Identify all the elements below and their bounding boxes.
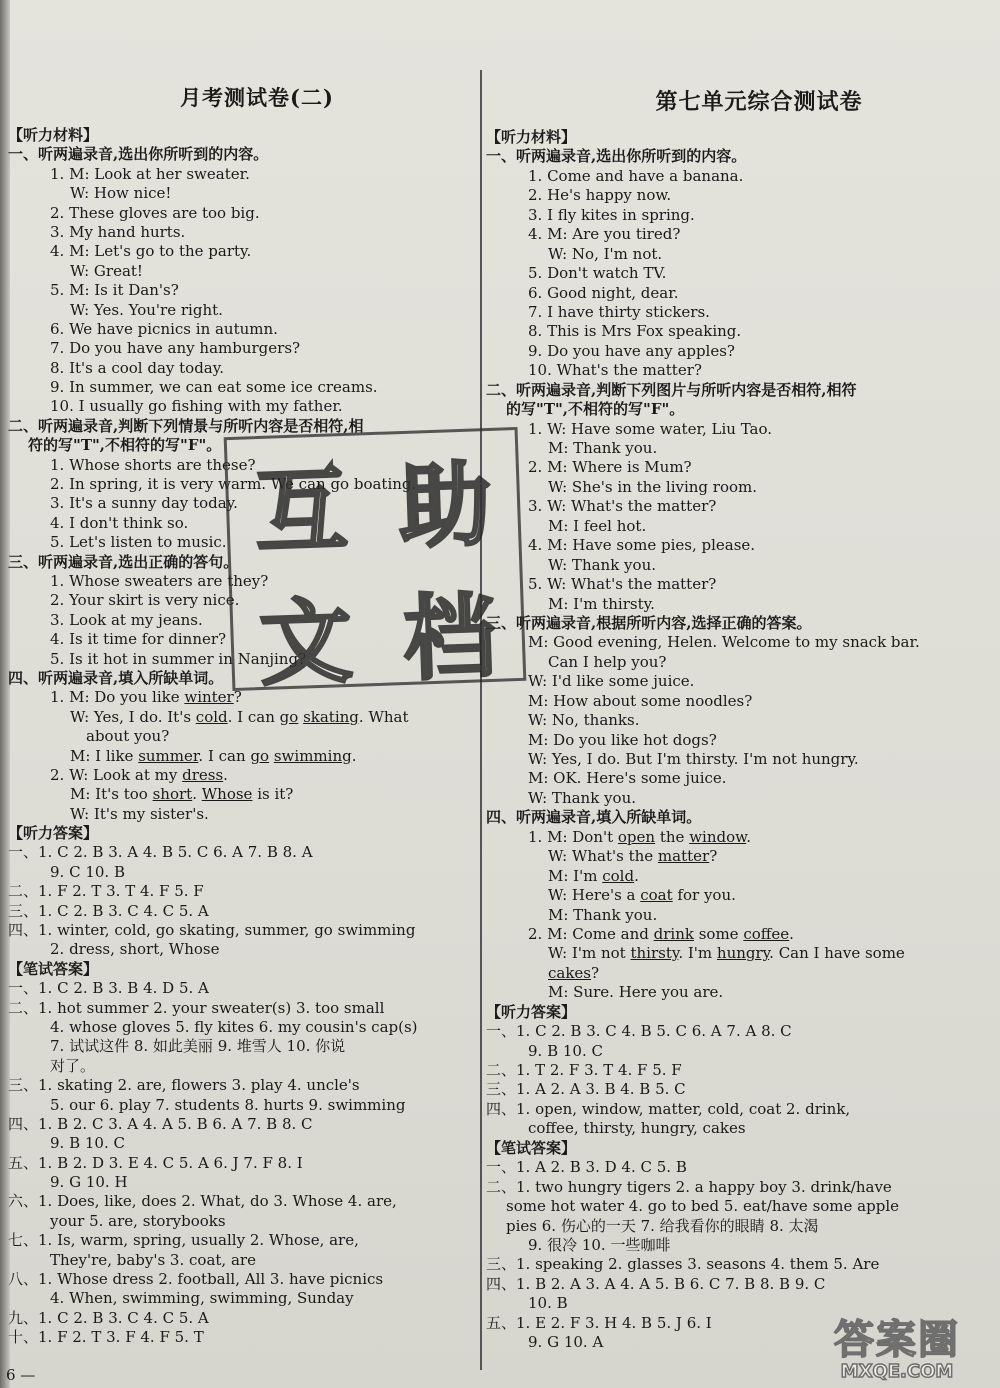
stamp-char: 助 <box>397 450 494 562</box>
right-text-line: 【笔试答案】 <box>486 1138 577 1157</box>
left-text-line: W: Yes, I do. It's cold. I can go skating. What <box>70 707 409 726</box>
left-text-line: 十、1. F 2. T 3. F 4. F 5. T <box>8 1328 204 1347</box>
left-text-line: 1. M: Do you like winter? <box>50 688 242 707</box>
left-text-line: 7. 试试这件 8. 如此美丽 9. 堆雪人 10. 你说 <box>50 1037 346 1056</box>
right-text-line: 4. M: Have some pies, please. <box>528 536 756 555</box>
right-text-line: 6. Good night, dear. <box>528 283 679 302</box>
right-text-line: W: Thank you. <box>528 788 636 807</box>
right-text-line: 一、1. A 2. B 3. D 4. C 5. B <box>486 1158 687 1177</box>
left-text-line: 九、1. C 2. B 3. C 4. C 5. A <box>8 1308 209 1327</box>
left-text-line: 4. Is it time for dinner? <box>50 630 227 649</box>
right-title: 第七单元综合测试卷 <box>655 89 863 115</box>
right-text-line: 5. W: What's the matter? <box>528 575 717 594</box>
right-text-line: 4. M: Are you tired? <box>528 225 681 244</box>
left-text-line: 3. It's a sunny day today. <box>50 494 238 513</box>
left-text-line: 四、听两遍录音,填入所缺单词。 <box>8 668 224 687</box>
left-text-line: 9. In summer, we can eat some ice creams. <box>50 378 378 397</box>
right-text-line: 三、1. speaking 2. glasses 3. seasons 4. them 5. Are <box>486 1255 880 1274</box>
right-text-line: 5. Don't watch TV. <box>528 264 667 283</box>
right-text-line: M: How about some noodles? <box>528 691 753 710</box>
right-text-line: 9. 很冷 10. 一些咖啡 <box>528 1235 671 1254</box>
left-text-line: 1. Whose shorts are these? <box>50 455 256 474</box>
left-text-line: 4. I don't think so. <box>50 513 189 532</box>
left-text-line: 2. dress, short, Whose <box>50 940 220 959</box>
left-text-line: 2. W: Look at my dress. <box>50 765 228 784</box>
left-text-line: 4. M: Let's go to the party. <box>50 242 252 261</box>
right-text-line: M: I feel hot. <box>548 516 647 535</box>
left-text-line: 对了。 <box>50 1056 96 1075</box>
right-text-line: 3. W: What's the matter? <box>528 497 717 516</box>
right-text-line: W: Thank you. <box>548 555 656 574</box>
right-text-line: W: No, thanks. <box>528 711 640 730</box>
page-marker: 6 — <box>6 1366 36 1384</box>
left-text-line: 三、1. skating 2. are, flowers 3. play 4. uncle's <box>8 1076 360 1095</box>
left-text-line: M: I like summer. I can go swimming. <box>70 746 357 765</box>
left-text-line: 6. We have picnics in autumn. <box>50 319 278 338</box>
right-text-line: W: I'd like some juice. <box>528 672 695 691</box>
right-text-line: 四、1. open, window, matter, cold, coat 2. drink, <box>486 1099 851 1118</box>
left-text-line: 4. whose gloves 5. fly kites 6. my cousin's cap(s) <box>50 1017 418 1036</box>
right-text-line: coffee, thirsty, hungry, cakes <box>528 1119 746 1138</box>
left-text-line: 七、1. Is, warm, spring, usually 2. Whose, are, <box>8 1231 359 1250</box>
right-text-line: pies 6. 伤心的一天 7. 给我看你的眼睛 8. 太渴 <box>506 1216 819 1235</box>
right-text-line: 四、听两遍录音,填入所缺单词。 <box>486 808 702 827</box>
right-text-line: M: OK. Here's some juice. <box>528 769 727 788</box>
right-text-line: W: Here's a coat for you. <box>548 886 736 905</box>
stamp-char: 文 <box>258 587 354 699</box>
right-text-line: 1. M: Don't open the window. <box>528 827 751 846</box>
column-divider <box>480 70 482 1370</box>
right-text-line: M: Sure. Here you are. <box>548 983 724 1002</box>
right-text-line: Can I help you? <box>548 652 667 671</box>
left-text-line: 【笔试答案】 <box>8 959 99 978</box>
watermark-url: MXQE.COM <box>840 1361 954 1382</box>
right-text-line: 的写"T",不相符的写"F"。 <box>506 400 685 419</box>
right-text-line: 一、1. C 2. B 3. C 4. B 5. C 6. A 7. A 8. C <box>486 1022 792 1041</box>
left-text-line: 符的写"T",不相符的写"F"。 <box>28 436 222 455</box>
right-text-line: 二、1. two hungry tigers 2. a happy boy 3. drink/have <box>486 1177 892 1196</box>
left-text-line: 【听力材料】 <box>8 126 99 144</box>
stamp-char: 互 <box>253 455 350 567</box>
watermark-stamp <box>224 427 527 699</box>
left-text-line: your 5. are, storybooks <box>50 1211 226 1230</box>
right-text-line: M: Thank you. <box>548 905 658 924</box>
left-text-line: 一、1. C 2. B 3. A 4. B 5. C 6. A 7. B 8. A <box>8 843 313 862</box>
left-text-line: 5. Is it hot in summer in Nanjing? <box>50 649 307 668</box>
left-text-line: 【听力答案】 <box>8 824 99 843</box>
left-text-line: 二、1. F 2. T 3. T 4. F 5. F <box>8 882 204 901</box>
right-text-line: 四、1. B 2. A 3. A 4. A 5. B 6. C 7. B 8. B 9. C <box>486 1274 826 1293</box>
left-text-line: 10. I usually go fishing with my father. <box>50 397 343 416</box>
left-text-line: M: It's too short. Whose is it? <box>70 785 294 804</box>
right-text-line: 9. B 10. C <box>528 1041 603 1060</box>
right-text-line: 9. G 10. A <box>528 1333 604 1352</box>
right-text-line: 三、听两遍录音,根据所听内容,选择正确的答案。 <box>486 613 812 632</box>
watermark-logo-text: 答案圈 <box>834 1317 960 1363</box>
right-lines <box>486 128 992 1353</box>
left-text-line: W: How nice! <box>70 184 172 203</box>
left-lines <box>8 126 476 1348</box>
left-text-line: 3. My hand hurts. <box>50 222 186 241</box>
right-text-line: W: Yes, I do. But I'm thirsty. I'm not hungry. <box>528 750 859 768</box>
left-text-line: about you? <box>86 727 170 746</box>
left-text-line: 5. our 6. play 7. students 8. hurts 9. swimming <box>50 1095 406 1114</box>
stamp-char: 档 <box>401 582 498 694</box>
left-text-line: W: Yes. You're right. <box>70 300 223 319</box>
left-text-line: 一、听两遍录音,选出你所听到的内容。 <box>8 145 269 164</box>
left-text-line: 八、1. Whose dress 2. football, All 3. have picnics <box>8 1270 384 1289</box>
left-text-line: 8. It's a cool day today. <box>50 358 225 377</box>
left-text-line: 9. C 10. B <box>50 862 125 881</box>
right-text-line: 9. Do you have any apples? <box>528 341 735 360</box>
left-text-line: 2. In spring, it is very warm. We can go boating. <box>50 475 417 494</box>
right-text-line: W: What's the matter? <box>548 847 718 866</box>
right-text-line: 10. B <box>528 1294 568 1313</box>
left-text-line: 4. When, swimming, swimming, Sunday <box>50 1289 354 1308</box>
left-text-line: 二、1. hot summer 2. your sweater(s) 3. too small <box>8 998 385 1017</box>
left-text-line: 9. B 10. C <box>50 1134 125 1153</box>
left-text-line: 四、1. B 2. C 3. A 4. A 5. B 6. A 7. B 8. C <box>8 1114 313 1133</box>
left-text-line: 六、1. Does, like, does 2. What, do 3. Whose 4. are, <box>8 1192 397 1211</box>
right-text-line: some hot water 4. go to bed 5. eat/have some apple <box>506 1197 899 1216</box>
right-text-line: 三、1. A 2. A 3. B 4. B 5. C <box>486 1080 686 1099</box>
site-watermark <box>802 1318 992 1384</box>
right-text-line: 1. Come and have a banana. <box>528 166 744 185</box>
right-column <box>486 0 992 1388</box>
right-text-line: cakes? <box>548 963 600 982</box>
left-text-line: W: Great! <box>70 261 143 280</box>
right-text-line: 2. M: Where is Mum? <box>528 458 692 477</box>
right-text-line: 10. What's the matter? <box>528 361 702 380</box>
left-text-line: 一、1. C 2. B 3. B 4. D 5. A <box>8 979 209 998</box>
right-text-line: 一、听两遍录音,选出你所听到的内容。 <box>486 147 747 166</box>
left-text-line: They're, baby's 3. coat, are <box>50 1250 256 1269</box>
left-text-line: 9. G 10. H <box>50 1173 128 1192</box>
right-text-line: 8. This is Mrs Fox speaking. <box>528 322 742 341</box>
right-text-line: 【听力答案】 <box>486 1002 577 1021</box>
left-text-line: W: It's my sister's. <box>70 804 209 823</box>
right-text-line: 3. I fly kites in spring. <box>528 205 695 224</box>
left-text-line: 五、1. B 2. D 3. E 4. C 5. A 6. J 7. F 8. I <box>8 1153 303 1172</box>
left-text-line: 二、听两遍录音,判断下列情景与所听内容是否相符,相 <box>8 416 364 435</box>
right-text-line: 2. M: Come and drink some coffee. <box>528 924 794 943</box>
left-text-line: 2. Your skirt is very nice. <box>50 591 240 610</box>
right-text-line: 二、听两遍录音,判断下列图片与所听内容是否相符,相符 <box>486 380 857 399</box>
right-text-line: 【听力材料】 <box>486 128 577 146</box>
left-text-line: 1. Whose sweaters are they? <box>50 571 269 590</box>
left-text-line: 三、听两遍录音,选出正确的答句。 <box>8 552 239 571</box>
right-text-line: 2. He's happy now. <box>528 186 672 205</box>
right-text-line: M: I'm cold. <box>548 866 639 885</box>
right-text-line: W: No, I'm not. <box>548 244 663 263</box>
left-text-line: 2. These gloves are too big. <box>50 203 260 222</box>
right-text-line: W: I'm not thirsty. I'm hungry. Can I have some <box>548 944 905 963</box>
right-text-line: 7. I have thirty stickers. <box>528 302 710 321</box>
left-text-line: 四、1. winter, cold, go skating, summer, go swimming <box>8 921 416 940</box>
right-text-line: M: Good evening, Helen. Welcome to my snack bar. <box>528 633 920 652</box>
left-text-line: 5. M: Is it Dan's? <box>50 281 179 300</box>
right-text-line: W: She's in the living room. <box>548 477 758 496</box>
right-text-line: 二、1. T 2. F 3. T 4. F 5. F <box>486 1061 682 1079</box>
right-text-line: 1. W: Have some water, Liu Tao. <box>528 419 773 438</box>
left-text-line: 3. Look at my jeans. <box>50 610 203 629</box>
left-title: 月考测试卷(二) <box>180 85 334 110</box>
right-text-line: M: Do you like hot dogs? <box>528 730 717 749</box>
left-text-line: 三、1. C 2. B 3. C 4. C 5. A <box>8 901 209 920</box>
right-text-line: M: Thank you. <box>548 439 658 457</box>
left-text-line: 5. Let's listen to music. <box>50 533 227 552</box>
right-text-line: M: I'm thirsty. <box>548 594 655 613</box>
left-text-line: 1. M: Look at her sweater. <box>50 164 250 183</box>
right-text-line: 五、1. E 2. F 3. H 4. B 5. J 6. I <box>486 1313 712 1332</box>
left-text-line: 7. Do you have any hamburgers? <box>50 339 301 358</box>
